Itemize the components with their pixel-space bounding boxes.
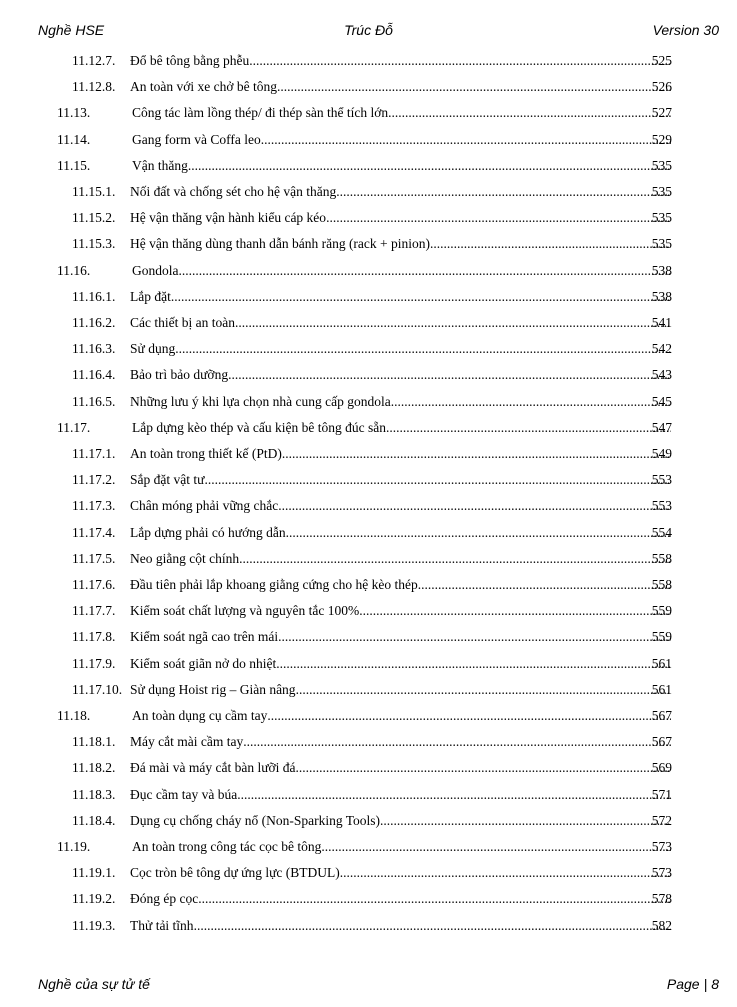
- toc-entry[interactable]: [0, 76, 737, 102]
- toc-entry-page: 554: [651, 524, 672, 540]
- toc-entry-title-line: [130, 813, 671, 829]
- toc-entry-page: 526: [651, 79, 672, 95]
- toc-entry-title-line: [132, 839, 671, 855]
- toc-dot-leader: [198, 891, 671, 907]
- toc-entry-number: 11.19.2.: [72, 891, 116, 907]
- toc-entry-number: 11.19.3.: [72, 917, 116, 933]
- toc-entry-number: 11.12.8.: [72, 79, 116, 95]
- toc-entry-title: Đục cầm tay và búa: [130, 786, 238, 802]
- toc-entry-page: 578: [651, 891, 672, 907]
- toc-dot-leader: [386, 420, 671, 436]
- toc-entry-page: 538: [651, 288, 672, 304]
- header-right: Version 30: [652, 22, 719, 38]
- toc-entry[interactable]: [0, 626, 737, 652]
- toc-entry-page: 535: [651, 210, 672, 226]
- toc-entry-number: 11.17.6.: [72, 577, 116, 592]
- toc-entry-title: Các thiết bị an toàn: [130, 315, 235, 330]
- footer-page-label: Page: [666, 976, 700, 992]
- toc-entry-title-line: [130, 236, 671, 252]
- toc-entry-title-line: [130, 918, 671, 934]
- toc-entry-number: 11.17.3.: [72, 498, 116, 514]
- toc-entry[interactable]: [0, 364, 737, 390]
- toc-entry[interactable]: [0, 888, 737, 914]
- toc-entry-page: 567: [651, 734, 672, 750]
- toc-entry-title-line: [130, 603, 671, 619]
- toc-entry-number: 11.12.7.: [72, 53, 116, 68]
- toc-dot-leader: [267, 708, 671, 724]
- toc-entry[interactable]: [0, 495, 737, 521]
- toc-entry[interactable]: [0, 574, 737, 600]
- toc-entry-page: 559: [651, 629, 672, 645]
- toc-entry-page: 535: [651, 236, 672, 252]
- toc-entry-title-line: [132, 105, 671, 121]
- toc-entry-title-line: [130, 760, 671, 776]
- toc-entry[interactable]: [0, 522, 737, 548]
- toc-dot-leader: [261, 132, 671, 148]
- toc-entry[interactable]: [0, 129, 737, 155]
- toc-entry-number: 11.16.4.: [72, 367, 116, 383]
- toc-entry-title-line: [130, 315, 671, 331]
- toc-entry[interactable]: [0, 207, 737, 233]
- toc-entry-title: Bảo trì bảo dưỡng: [130, 367, 229, 383]
- toc-entry-title: Vận thăng: [132, 157, 188, 173]
- toc-entry[interactable]: [0, 417, 737, 443]
- toc-entry-number: 11.18.3.: [72, 786, 116, 802]
- toc-dot-leader: [188, 158, 671, 174]
- toc-entry-page: 535: [651, 184, 672, 199]
- toc-entry[interactable]: [0, 862, 737, 888]
- toc-entry-number: 11.15.1.: [72, 184, 116, 199]
- toc-entry-title: Gang form và Coffa leo: [132, 131, 261, 147]
- toc-entry-title-line: [130, 865, 671, 881]
- toc-entry-title-line: [130, 787, 671, 803]
- toc-entry-number: 11.17.4.: [72, 524, 116, 540]
- toc-entry[interactable]: [0, 810, 737, 836]
- toc-entry[interactable]: [0, 600, 737, 626]
- toc-entry-title: Cọc tròn bê tông dự ứng lực (BTDUL): [130, 865, 340, 881]
- toc-entry-title-line: [130, 79, 671, 95]
- toc-entry-title-line: [130, 289, 671, 305]
- toc-entry-number: 11.16.1.: [72, 288, 116, 304]
- toc-entry-title: Sử dụng: [130, 341, 176, 357]
- toc-entry-title-line: [132, 420, 671, 436]
- toc-dot-leader: [228, 367, 671, 383]
- toc-entry-title-line: [130, 210, 671, 226]
- toc-entry-title-line: [130, 446, 671, 462]
- toc-entry-title-line: [130, 629, 671, 645]
- toc-entry-page: 561: [651, 655, 672, 671]
- toc-entry[interactable]: [0, 784, 737, 810]
- toc-entry-title: Gondola: [132, 262, 179, 278]
- toc-entry-number: 11.15.: [57, 157, 91, 173]
- toc-entry-number: 11.17.: [57, 419, 91, 435]
- toc-entry-page: 535: [651, 157, 672, 173]
- toc-entry-number: 11.18.4.: [72, 812, 116, 828]
- toc-entry-title-line: [130, 734, 671, 750]
- toc-entry-page: 573: [651, 839, 672, 854]
- toc-entry-number: 11.17.5.: [72, 550, 116, 566]
- toc-dot-leader: [418, 577, 671, 593]
- toc-entry-title: An toàn trong thiết kế (PtD): [130, 446, 282, 461]
- toc-entry-title: Sử dụng Hoist rig – Giàn nâng: [130, 681, 296, 697]
- toc-dot-leader: [276, 656, 671, 672]
- toc-entry-title-line: [130, 656, 671, 672]
- toc-entry-page: 538: [651, 262, 672, 278]
- toc-dot-leader: [277, 79, 671, 95]
- toc-dot-leader: [296, 760, 671, 776]
- toc-entry-page: 559: [651, 603, 672, 619]
- toc-entry-number: 11.18.: [57, 708, 91, 723]
- toc-entry-number: 11.15.3.: [72, 236, 116, 252]
- toc-entry-title: Kiểm soát giãn nở do nhiệt: [130, 655, 277, 671]
- toc-entry-title-line: [130, 341, 671, 357]
- toc-entry-number: 11.15.2.: [72, 210, 116, 226]
- toc-entry-title-line: [130, 367, 671, 383]
- toc-entry-page: 567: [651, 708, 672, 723]
- toc-dot-leader: [282, 446, 671, 462]
- toc-entry-number: 11.19.1.: [72, 865, 116, 881]
- toc-entry-page: 582: [651, 917, 672, 933]
- toc-entry-number: 11.13.: [57, 105, 91, 121]
- toc-entry[interactable]: [0, 757, 737, 783]
- toc-dot-leader: [286, 525, 671, 541]
- toc-entry-number: 11.17.1.: [72, 446, 116, 461]
- toc-entry-page: 569: [651, 760, 672, 776]
- toc-entry[interactable]: [0, 469, 737, 495]
- toc-entry-title: Đổ bê tông bằng phễu: [130, 53, 250, 68]
- toc-entry-number: 11.17.8.: [72, 629, 116, 645]
- toc-entry-title: Chân móng phải vững chắc: [130, 498, 279, 514]
- toc-dot-leader: [388, 105, 671, 121]
- toc-dot-leader: [336, 184, 671, 200]
- toc-entry[interactable]: [0, 443, 737, 469]
- toc-entry-title-line: [132, 158, 671, 174]
- toc-entry[interactable]: [0, 102, 737, 128]
- toc-entry-number: 11.16.5.: [72, 393, 116, 409]
- toc-entry-title: Neo giằng cột chính: [130, 550, 240, 566]
- toc-entry-page: 547: [651, 419, 672, 435]
- toc-entry-page: 561: [651, 681, 672, 697]
- toc-entry-page: 558: [651, 577, 672, 592]
- toc-entry-title-line: [130, 184, 671, 200]
- toc-entry[interactable]: [0, 391, 737, 417]
- toc-entry[interactable]: [0, 338, 737, 364]
- toc-entry-page: 527: [651, 105, 672, 121]
- toc-dot-leader: [340, 865, 671, 881]
- toc-entry-page: 549: [651, 446, 672, 461]
- toc-dot-leader: [430, 236, 671, 252]
- toc-entry-title: Hệ vận thăng dùng thanh dẫn bánh răng (rack + pinion): [130, 236, 431, 252]
- toc-dot-leader: [249, 53, 671, 69]
- header-left: Nghề HSE: [38, 22, 105, 38]
- toc-dot-leader: [380, 813, 671, 829]
- toc-entry-title-line: [130, 891, 671, 907]
- toc-entry-title: Thử tải tĩnh: [130, 917, 194, 933]
- toc-dot-leader: [278, 498, 671, 514]
- toc-dot-leader: [171, 289, 671, 305]
- toc-entry-page: 529: [651, 131, 672, 147]
- toc-entry-title-line: [132, 263, 671, 279]
- footer-left: Nghề của sự tử tế: [38, 976, 150, 992]
- toc-entry-number: 11.19.: [57, 839, 91, 854]
- toc-entry-page: 571: [651, 786, 672, 802]
- toc-entry-title-line: [130, 551, 671, 567]
- toc-dot-leader: [243, 734, 671, 750]
- toc-entry-title: Đóng ép cọc: [130, 891, 199, 907]
- toc-entry-number: 11.17.2.: [72, 472, 116, 488]
- toc-entry-number: 11.16.3.: [72, 341, 116, 357]
- toc-dot-leader: [326, 210, 671, 226]
- toc-entry-title-line: [132, 708, 671, 724]
- header-center: Trúc Đỗ: [344, 22, 393, 38]
- toc-dot-leader: [391, 394, 671, 410]
- toc-entry-title: Lắp dựng phải có hướng dẫn: [130, 524, 286, 540]
- toc-entry-number: 11.14.: [57, 131, 91, 147]
- toc-entry[interactable]: [0, 155, 737, 181]
- toc-entry-page: 541: [651, 315, 672, 330]
- toc-dot-leader: [175, 341, 671, 357]
- toc-dot-leader: [278, 629, 671, 645]
- toc-entry-number: 11.16.: [57, 262, 91, 278]
- toc-entry-title: Đá mài và máy cắt bàn lưỡi đá: [130, 760, 296, 776]
- toc-entry-title: Kiểm soát chất lượng và nguyên tắc 100%: [130, 603, 360, 619]
- toc-entry-title: An toàn dụng cụ cầm tay: [132, 708, 268, 723]
- toc-entry-title: Máy cắt mài cầm tay: [130, 734, 244, 750]
- toc-entry-page: 553: [651, 498, 672, 514]
- toc-entry[interactable]: [0, 286, 737, 312]
- toc-entry-number: 11.16.2.: [72, 315, 116, 330]
- toc-entry-title-line: [130, 53, 671, 69]
- toc-entry[interactable]: [0, 705, 737, 731]
- toc-entry-title: Đầu tiên phải lắp khoang giằng cứng cho hệ kèo thép: [130, 577, 418, 592]
- toc-entry-page: 543: [651, 367, 672, 383]
- toc-entry[interactable]: [0, 731, 737, 757]
- footer-page: [667, 976, 719, 992]
- toc-entry-title-line: [130, 472, 671, 488]
- toc-dot-leader: [194, 918, 671, 934]
- toc-entry[interactable]: [0, 679, 737, 705]
- toc-entry[interactable]: [0, 312, 737, 338]
- toc-entry-number: 11.17.10.: [72, 681, 123, 697]
- toc-entry-number: 11.18.2.: [72, 760, 116, 776]
- toc-entry-title-line: [130, 394, 671, 410]
- toc-dot-leader: [321, 839, 671, 855]
- toc-entry[interactable]: [0, 836, 737, 862]
- toc-entry[interactable]: [0, 181, 737, 207]
- toc-entry-page: 558: [651, 550, 672, 566]
- toc-dot-leader: [237, 787, 671, 803]
- toc-dot-leader: [296, 682, 671, 698]
- toc-entry-title: Hệ vận thăng vận hành kiểu cáp kéo: [130, 210, 327, 226]
- toc-entry[interactable]: [0, 548, 737, 574]
- toc-entry-page: 545: [651, 393, 672, 409]
- footer-page-number: 8: [711, 976, 719, 992]
- toc-entry-page: 573: [651, 865, 672, 881]
- toc-dot-leader: [179, 263, 672, 279]
- toc-entry-title: Lắp đặt: [130, 288, 171, 304]
- toc-dot-leader: [204, 472, 671, 488]
- toc-entry-title: Dụng cụ chống cháy nổ (Non-Sparking Tools): [130, 812, 381, 828]
- toc-entry-title: Kiểm soát ngã cao trên mái: [130, 629, 279, 645]
- page-header: [0, 22, 737, 42]
- footer-separator: |: [703, 976, 708, 992]
- toc-dot-leader: [239, 551, 671, 567]
- toc-entry-title-line: [130, 682, 671, 698]
- toc-entry[interactable]: [0, 233, 737, 259]
- page-footer: [0, 976, 737, 996]
- toc-entry-title: Những lưu ý khi lựa chọn nhà cung cấp gondola: [130, 393, 391, 409]
- toc-entry-page: 542: [651, 341, 672, 357]
- toc-dot-leader: [235, 315, 671, 331]
- toc-entry-page: 525: [651, 53, 672, 68]
- toc-entry[interactable]: [0, 50, 737, 76]
- toc-entry[interactable]: [0, 915, 737, 941]
- toc-entry-title-line: [130, 498, 671, 514]
- toc-entry-title: Công tác làm lồng thép/ đi thép sàn thể tích lớn: [132, 105, 389, 121]
- toc-entry-title: Sắp đặt vật tư: [130, 472, 205, 488]
- toc-entry-number: 11.17.9.: [72, 655, 116, 671]
- toc-entry-title-line: [130, 525, 671, 541]
- toc-dot-leader: [359, 603, 671, 619]
- toc-entry[interactable]: [0, 653, 737, 679]
- toc-entry-title: An toàn với xe chở bê tông: [130, 79, 277, 95]
- toc-entry[interactable]: [0, 260, 737, 286]
- toc-entry-title: Nối đất và chống sét cho hệ vận thăng: [130, 184, 337, 199]
- toc-entry-title: Lắp dựng kèo thép và cấu kiện bê tông đúc sẵn: [132, 419, 386, 435]
- toc-entry-page: 572: [651, 812, 672, 828]
- toc-entry-number: 11.18.1.: [72, 734, 116, 750]
- toc-entry-title-line: [132, 132, 671, 148]
- toc-entry-number: 11.17.7.: [72, 603, 116, 619]
- toc-entry-title-line: [130, 577, 671, 593]
- toc-entry-page: 553: [651, 472, 672, 488]
- toc-entry-title: An toàn trong công tác cọc bê tông: [132, 839, 322, 854]
